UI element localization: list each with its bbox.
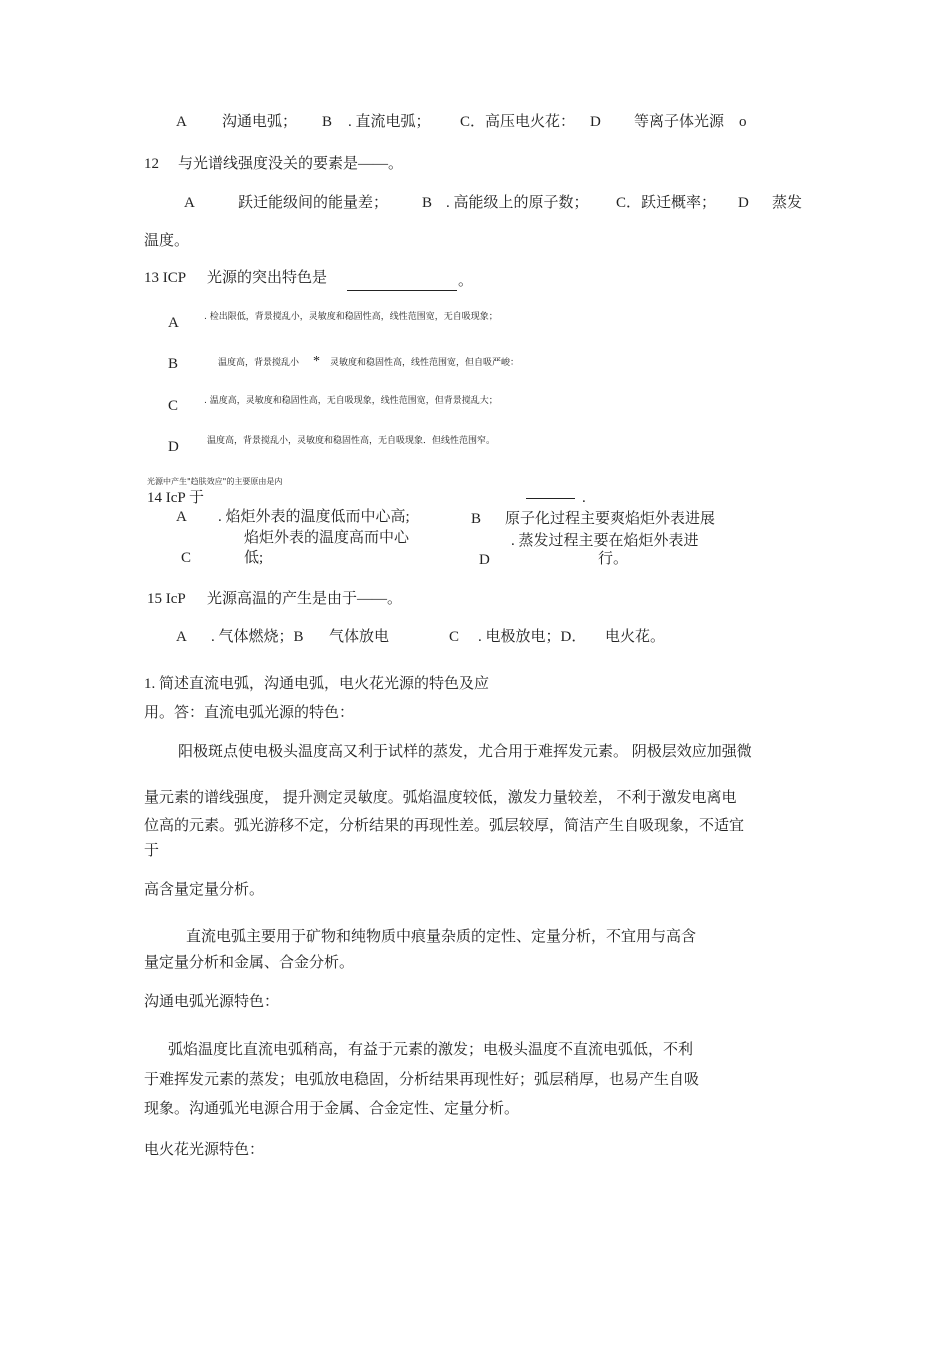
q14-option-b-text: 原子化过程主要爽焰炬外表进展	[505, 511, 716, 527]
q13-answer-blank	[347, 290, 457, 291]
q12-wrap-text: 温度。	[144, 233, 190, 249]
essay-para3-line1: 弧焰温度比直流电弧稍高，有益于元素的激发；电极头温度不直流电弧低，不利	[168, 1042, 694, 1058]
essay-para1-line4: 于	[144, 843, 160, 859]
q14-note: 光源中产生"趋肤效应"的主要原由是内	[147, 477, 283, 486]
essay-para3-line2: 于难挥发元素的蒸发；电弧放电稳固，分析结果再现性好；弧层稍厚，也易产生自吸	[144, 1072, 700, 1088]
essay-para1-line1: 阳极斑点使电极头温度高又利于试样的蒸发，尤合用于难挥发元素。 阴极层效应加强微	[178, 744, 752, 760]
q13-option-d-label: D	[168, 439, 179, 455]
q14-option-c-line1: 焰炬外表的温度高而中心	[244, 530, 410, 546]
q14-option-a-label: A	[176, 509, 187, 525]
q12-option-d-label: D	[738, 195, 749, 211]
q13-option-c-text: . 温度高，灵敏度和稳固性高，无自吸现象，线性范围宽，但背景搅乱大；	[204, 396, 498, 406]
essay-para1-line5: 高含量定量分析。	[144, 882, 265, 898]
essay-para2-line2: 量定量分析和金属、合金分析。	[144, 955, 355, 971]
essay-heading-spark: 电火花光源特色：	[144, 1142, 265, 1158]
q13-option-b-label: B	[168, 356, 179, 372]
q13-end-mark: 。	[458, 273, 474, 289]
q15-option-c-text: . 电极放电；D．	[478, 629, 587, 645]
q11-option-b-text: . 直流电弧；	[348, 114, 431, 130]
essay-para3-line3: 现象。沟通弧光电源合用于金属、合金定性、定量分析。	[144, 1101, 520, 1117]
q11-end-mark: o	[739, 114, 747, 130]
essay-para2-line1: 直流电弧主要用于矿物和纯物质中痕量杂质的定性、定量分析，不宜用与高含	[186, 929, 697, 945]
essay-heading-ac-arc: 沟通电弧光源特色：	[144, 994, 280, 1010]
q15-option-a-text: . 气体燃烧；B	[211, 629, 304, 645]
q11-option-a-text: 沟通电弧；	[222, 114, 298, 130]
q12-stem: 与光谱线强度没关的要素是——。	[178, 156, 404, 172]
q14-option-b-label: B	[471, 511, 482, 527]
q15-number: 15 IcP	[147, 591, 186, 607]
q15-option-a-label: A	[176, 629, 187, 645]
essay-title-line1: 1. 简述直流电弧，沟通电弧，电火花光源的特色及应	[144, 676, 490, 692]
q13-option-a-text: . 检出限低，背景搅乱小，灵敏度和稳固性高，线性范围宽，无自吸现象；	[204, 312, 498, 322]
q12-number: 12	[144, 156, 159, 172]
q14-option-c-label: C	[181, 550, 192, 566]
q13-stem: 光源的突出特色是	[207, 270, 328, 286]
q15-option-c-label: C	[449, 629, 460, 645]
q13-option-d-text: 温度高，背景搅乱小，灵敏度和稳固性高，无自吸现象．但线性范围窄。	[207, 436, 496, 446]
q12-option-c-text: C．跃迁概率；	[616, 195, 717, 211]
q15-option-b-text: 气体放电	[329, 629, 390, 645]
q12-option-b-text: . 高能级上的原子数；	[446, 195, 589, 211]
essay-para1-line3: 位高的元素。弧光游移不定，分析结果的再现性差。弧层较厚，简洁产生自吸现象，不适宜	[144, 818, 745, 834]
q15-stem: 光源高温的产生是由于——。	[207, 591, 403, 607]
q14-number: 14 IcP 于	[147, 490, 204, 506]
q14-end-mark: .	[582, 490, 586, 506]
q12-option-d-text: 蒸发	[772, 195, 803, 211]
q13-number: 13 ICP	[144, 270, 187, 286]
essay-para1-line2: 量元素的谱线强度， 提升测定灵敏度。弧焰温度较低，激发力量较差， 不利于激发电离电	[144, 790, 737, 806]
q13-option-b-text2: 灵敏度和稳固性高，线性范围宽，但自吸严峻：	[330, 358, 520, 368]
q14-option-d-line2: 行。	[598, 551, 629, 567]
q14-option-a-text: . 焰炬外表的温度低而中心高;	[218, 509, 410, 525]
q11-option-b-label: B	[322, 114, 333, 130]
q15-option-d-text: 电火花。	[605, 629, 666, 645]
q13-option-a-label: A	[168, 315, 179, 331]
q11-option-d-text: 等离子体光源	[634, 114, 725, 130]
essay-title-line2: 用。答：直流电弧光源的特色：	[144, 705, 355, 721]
q14-option-d-label: D	[479, 552, 490, 568]
q13-option-b-text1: 温度高，背景搅乱小	[218, 358, 300, 368]
q12-option-b-label: B	[422, 195, 433, 211]
q12-option-a-label: A	[184, 195, 195, 211]
q14-option-c-line2: 低;	[244, 550, 264, 566]
q13-option-c-label: C	[168, 398, 179, 414]
q14-answer-blank	[526, 498, 575, 499]
q11-option-c-text: C．高压电火花：	[460, 114, 576, 130]
q13-option-b-star: *	[313, 354, 320, 369]
q14-option-d-line1: . 蒸发过程主要在焰炬外表进	[511, 533, 699, 549]
q12-option-a-text: 跃迁能级间的能量差；	[238, 195, 389, 211]
q11-option-d-label: D	[590, 114, 601, 130]
q11-option-a-label: A	[176, 114, 187, 130]
